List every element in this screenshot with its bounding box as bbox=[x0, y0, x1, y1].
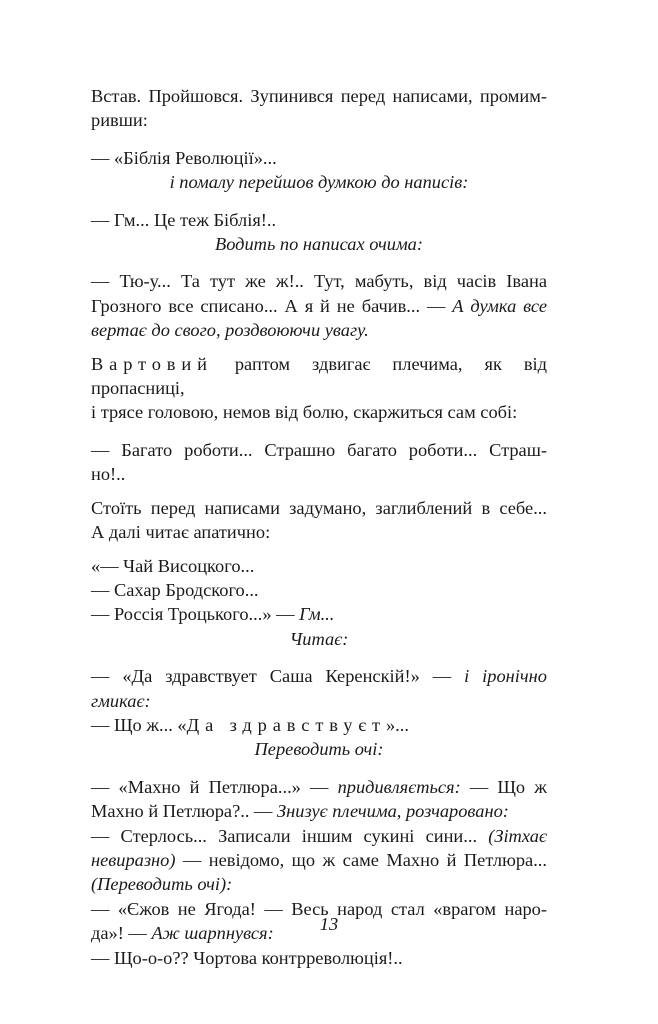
paragraph bbox=[91, 602, 547, 626]
paragraph bbox=[91, 462, 547, 486]
spaced-text: Да здравствуєт bbox=[186, 714, 386, 735]
paragraph bbox=[91, 84, 547, 108]
paragraph bbox=[91, 872, 547, 896]
paragraph bbox=[91, 848, 547, 872]
paragraph bbox=[91, 664, 547, 688]
paragraph bbox=[91, 824, 547, 848]
stage-direction: і помалу перейшов думкою до написів: bbox=[169, 172, 469, 193]
text-line: — Багато роботи... Страшно багато роботи... Страш- bbox=[91, 439, 547, 460]
text-line: — «Махно й Петлюра...» — bbox=[91, 776, 329, 797]
text-line: Стоїть перед написами задумано, заглиблений в себе... bbox=[91, 497, 547, 518]
text-line: Махно й Петлюра?.. — bbox=[91, 801, 273, 822]
text-line: да»! — bbox=[91, 923, 147, 944]
stage-direction: Водить по написах очима: bbox=[214, 234, 424, 255]
text-line: і трясе головою, немов від болю, скаржиться сам собі: bbox=[91, 402, 518, 423]
text-line: А далі читає апатично: bbox=[91, 522, 271, 543]
paragraph bbox=[91, 146, 547, 170]
text-line: — «Єжов не Ягода! — Весь народ стал «врагом наро- bbox=[91, 898, 547, 919]
text-line: — Що ж... « bbox=[91, 714, 187, 735]
text-line: — Що-о-о?? Чортова контрреволюція!.. bbox=[91, 947, 403, 968]
stage-direction: Переводить очі: bbox=[254, 739, 384, 760]
text-line: ривши: bbox=[91, 110, 148, 131]
text-line: — Сахар Бродского... bbox=[91, 579, 259, 600]
italic-text: гмикає: bbox=[91, 690, 151, 711]
paragraph bbox=[91, 269, 547, 293]
text-line: — «Да здравствует Саша Керенскій!» — bbox=[91, 666, 452, 687]
text-line: Грозного все списано... А я й не бачив... — bbox=[91, 295, 446, 316]
paragraph bbox=[91, 318, 547, 342]
character-name: Вартовий bbox=[91, 353, 213, 374]
paragraph bbox=[91, 438, 547, 462]
paragraph bbox=[91, 946, 547, 970]
italic-text: Гм... bbox=[299, 604, 335, 625]
text-line: но!.. bbox=[91, 464, 126, 485]
paragraph bbox=[91, 775, 547, 799]
italic-text: (Переводить очі): bbox=[91, 874, 233, 895]
text-line: — Що ж bbox=[469, 776, 547, 797]
paragraph bbox=[91, 578, 547, 602]
text-line: — Россія Троцького...» — bbox=[91, 604, 295, 625]
italic-text: вертає до свого, роздвоюючи увагу. bbox=[91, 320, 369, 341]
paragraph bbox=[91, 294, 547, 318]
italic-text: (Зітхає bbox=[488, 825, 547, 846]
page-number: 13 bbox=[319, 914, 339, 934]
paragraph bbox=[91, 108, 547, 132]
paragraph bbox=[91, 554, 547, 578]
paragraph bbox=[91, 496, 547, 520]
paragraph bbox=[91, 352, 547, 401]
stage-direction: Читає: bbox=[289, 628, 349, 649]
page-body bbox=[91, 84, 547, 970]
paragraph bbox=[91, 400, 547, 424]
text-line: — Стерлось... Записали іншим сукині сини... bbox=[91, 825, 478, 846]
italic-text: придивляється: bbox=[337, 776, 461, 797]
italic-text: невиразно) bbox=[91, 849, 176, 870]
italic-text: А думка все bbox=[452, 295, 547, 316]
italic-text: і іронічно bbox=[464, 666, 547, 687]
italic-text: Знизує плечима, розчаровано: bbox=[277, 801, 509, 822]
text-line: — Гм... Це теж Біблія!.. bbox=[91, 209, 277, 230]
text-line: «— Чай Висоцкого... bbox=[91, 555, 255, 576]
paragraph bbox=[91, 208, 547, 232]
paragraph bbox=[91, 799, 547, 823]
text-line: — «Біблія Революції»... bbox=[91, 147, 277, 168]
text-line: раптом здвигає плечима, як від пропасниці, bbox=[91, 353, 547, 399]
text-line: — Тю-у... Та тут же ж!.. Тут, мабуть, від часів Івана bbox=[91, 271, 547, 292]
paragraph bbox=[91, 689, 547, 713]
paragraph bbox=[91, 520, 547, 544]
text-line: — невідомо, що ж саме Махно й Петлюра... bbox=[182, 849, 547, 870]
text-line: »... bbox=[385, 714, 409, 735]
text-line: Встав. Пройшовся. Зупинився перед написами, промим- bbox=[91, 86, 547, 106]
italic-text: Аж шарпнувся: bbox=[151, 923, 274, 944]
paragraph bbox=[91, 713, 547, 737]
